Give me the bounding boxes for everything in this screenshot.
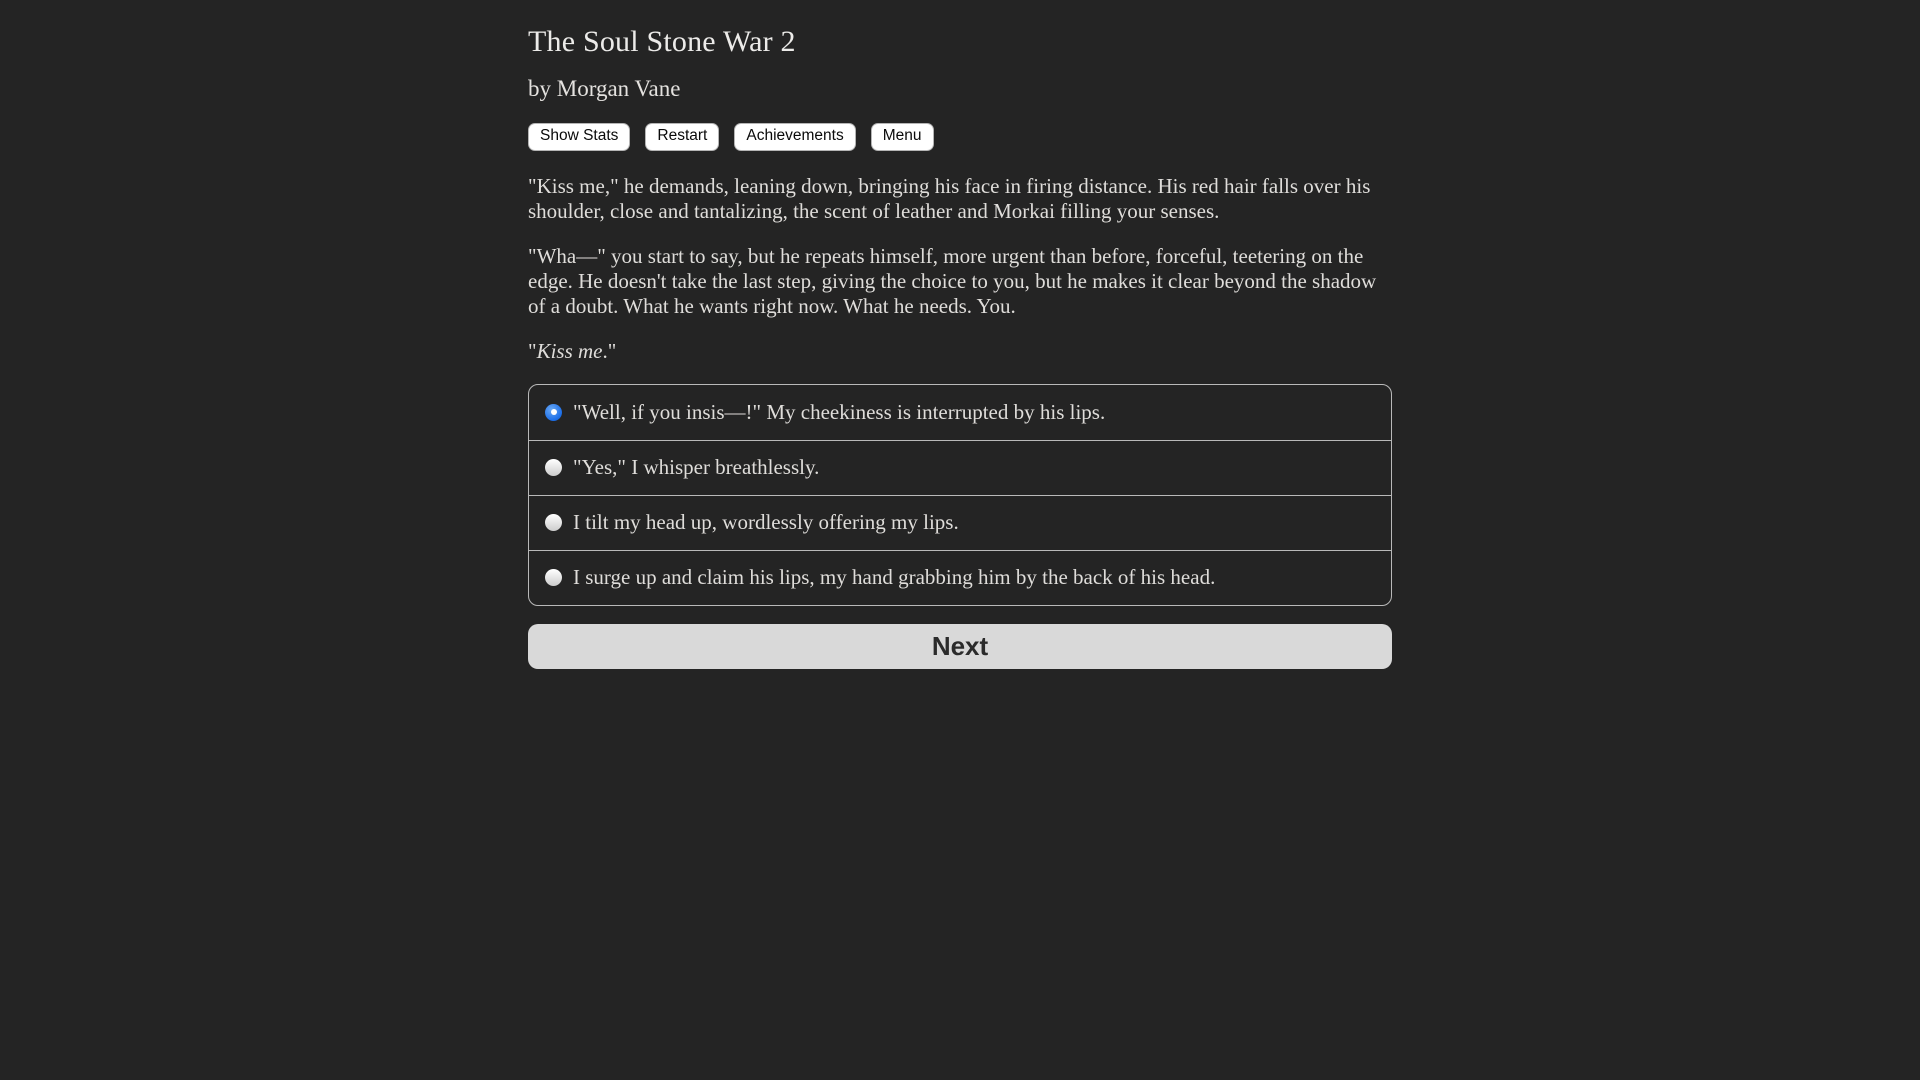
choice-option-label: "Well, if you insis—!" My cheekiness is interrupted by his lips.	[573, 399, 1106, 424]
story-text	[528, 174, 1392, 364]
quote-italic-text: Kiss me	[536, 338, 603, 363]
toolbar	[528, 123, 1392, 151]
choice-option[interactable]	[529, 440, 1391, 495]
quote-prefix: "	[528, 338, 537, 363]
choice-option-label: I surge up and claim his lips, my hand grabbing him by the back of his head.	[573, 565, 1216, 590]
choice-list	[528, 384, 1392, 606]
radio-button-icon[interactable]	[545, 459, 562, 476]
radio-button-icon[interactable]	[545, 404, 562, 421]
game-content	[528, 0, 1392, 669]
choice-option[interactable]	[529, 495, 1391, 550]
choice-option-label: I tilt my head up, wordlessly offering my lips.	[573, 510, 959, 535]
story-paragraph: "Kiss me," he demands, leaning down, bringing his face in firing distance. His red hair falls over his shoulder, close and tantalizing, the scent of leather and Morkai filling your senses.	[528, 173, 1371, 223]
author-byline: by Morgan Vane	[528, 76, 681, 101]
story-paragraph-quote	[528, 339, 1392, 364]
radio-button-icon[interactable]	[545, 514, 562, 531]
choice-option[interactable]	[529, 385, 1391, 440]
restart-button[interactable]: Restart	[645, 123, 719, 151]
choice-option[interactable]	[529, 550, 1391, 605]
choice-option-label: "Yes," I whisper breathlessly.	[573, 455, 820, 480]
achievements-button[interactable]: Achievements	[734, 123, 855, 151]
next-button[interactable]: Next	[528, 624, 1392, 669]
show-stats-button[interactable]: Show Stats	[528, 123, 630, 151]
quote-suffix: ."	[602, 338, 617, 363]
radio-button-icon[interactable]	[545, 569, 562, 586]
menu-button[interactable]: Menu	[871, 123, 934, 151]
story-paragraph: "Wha—" you start to say, but he repeats himself, more urgent than before, forceful, teetering on the edge. He doesn't take the last step, giving the choice to you, but he makes it clear beyond the shadow of a doubt. What he wants right now. What he needs. You.	[528, 243, 1377, 318]
page-title: The Soul Stone War 2	[528, 25, 796, 58]
